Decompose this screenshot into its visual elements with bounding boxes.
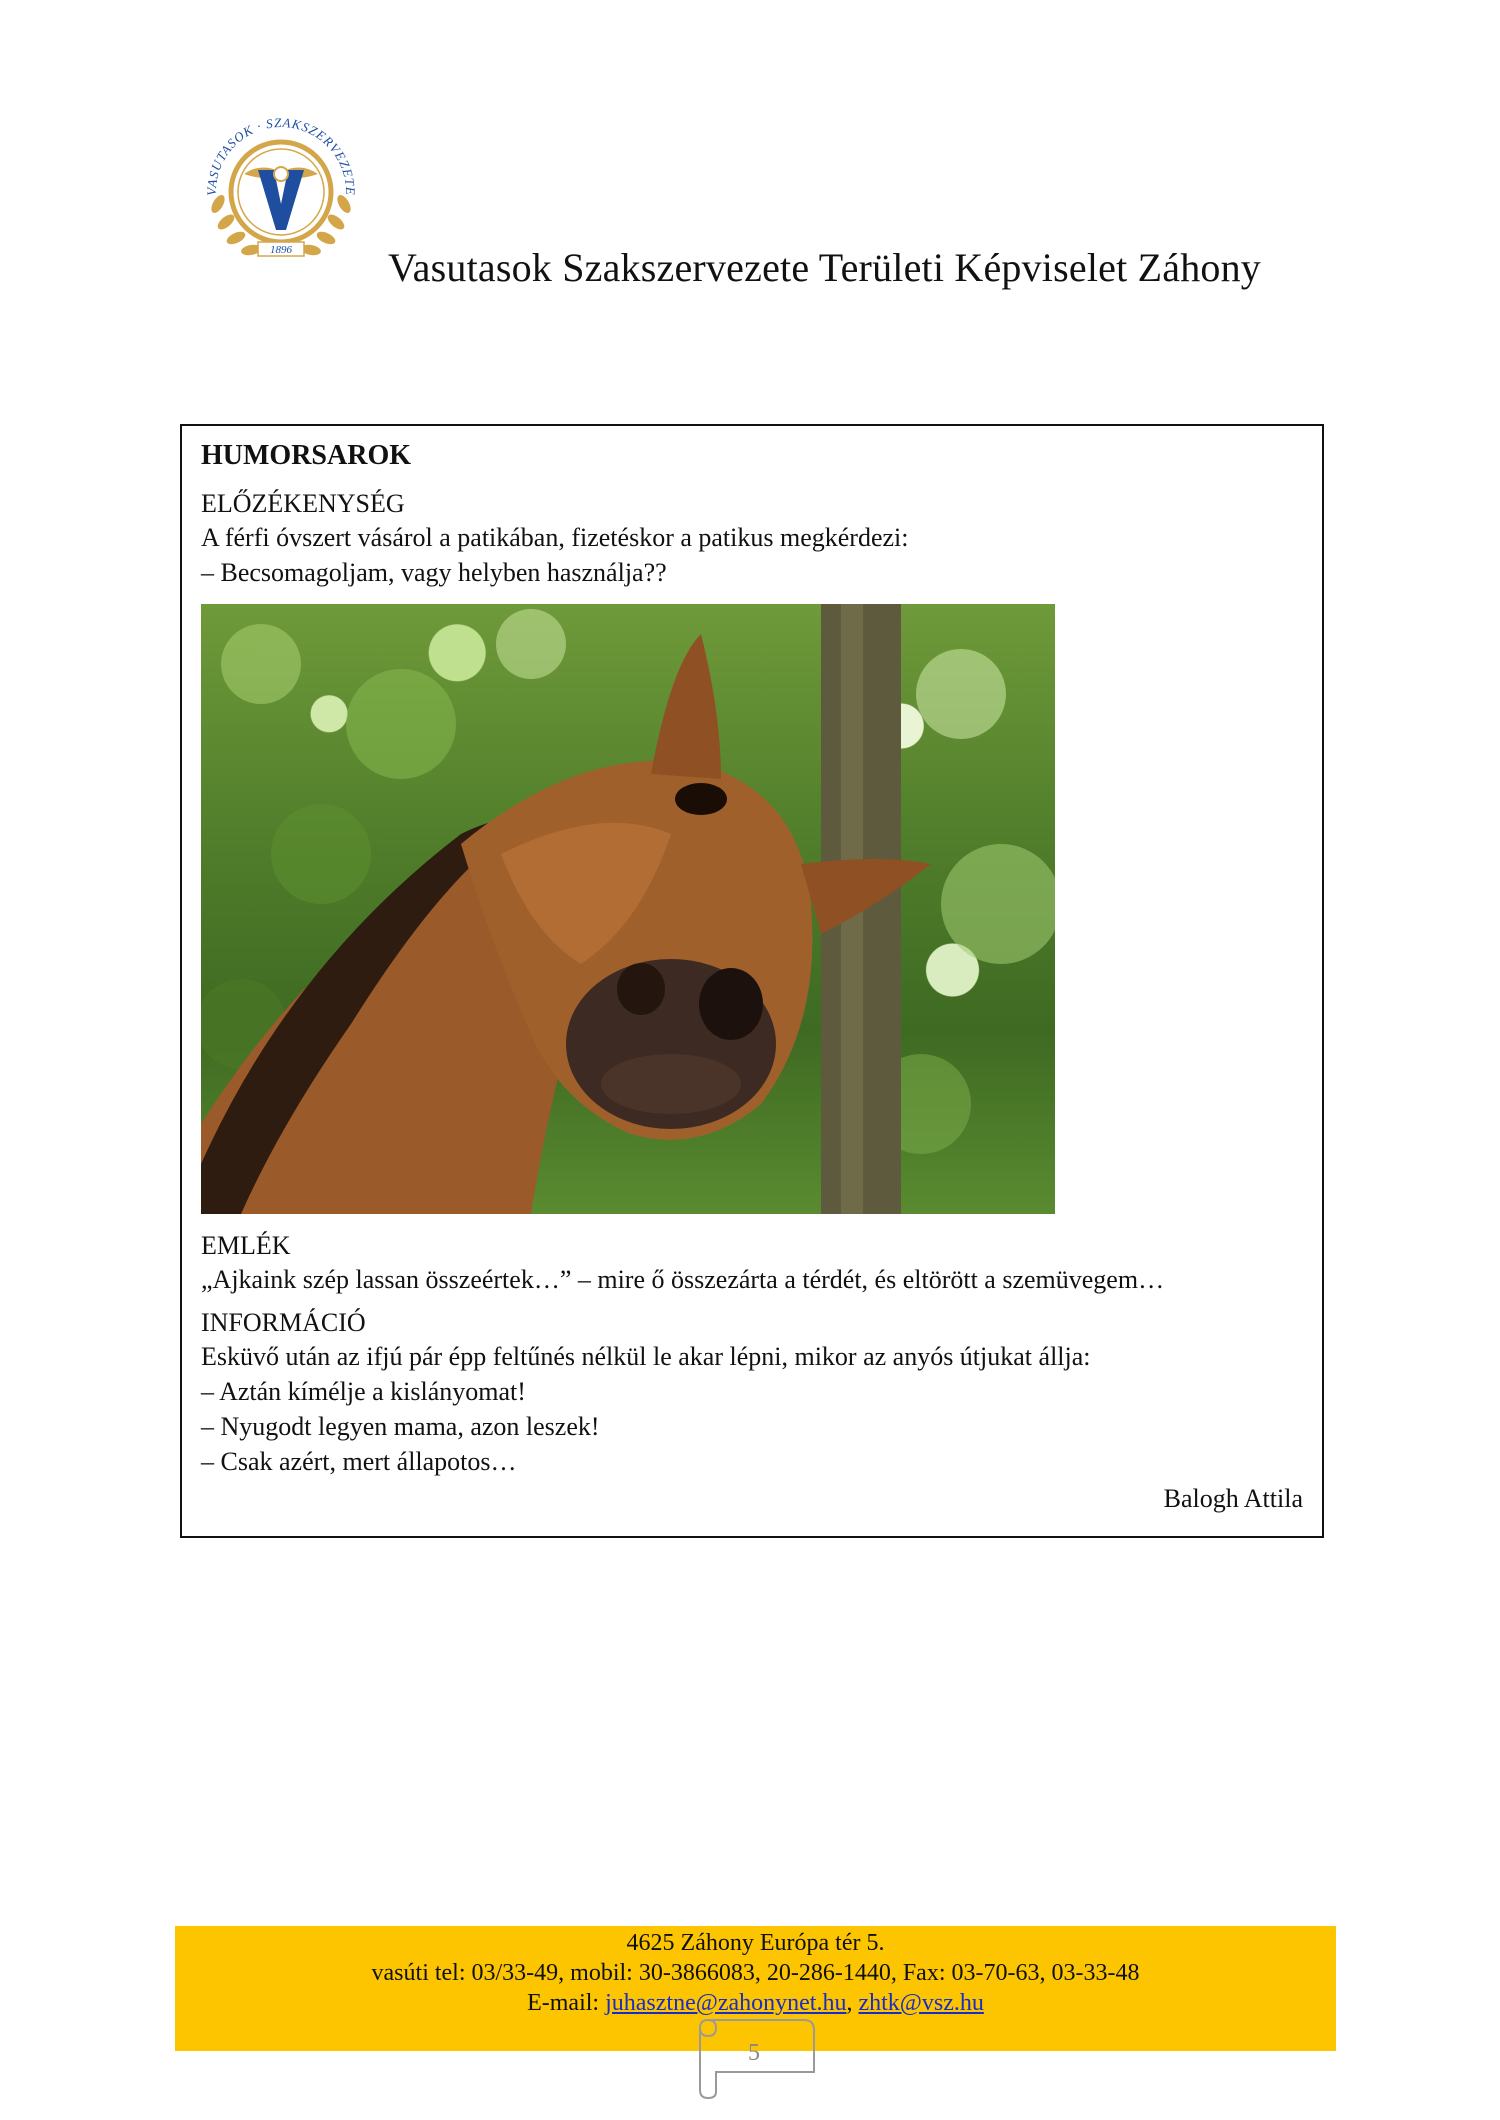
box-title: HUMORSAROK — [201, 440, 411, 471]
text-line: „Ajkaink szép lassan összeértek…” – mire ő összezárta a térdét, és eltörött a szemüvegem… — [201, 1265, 1165, 1294]
union-logo — [186, 92, 376, 282]
text-line: – Csak azért, mert állapotos… — [201, 1447, 517, 1476]
footer-email-label: E-mail: — [527, 1990, 606, 2016]
page-header-title: Vasutasok Szakszervezete Területi Képviselet Záhony — [388, 245, 1262, 290]
footer-phones: vasúti tel: 03/33-49, mobil: 30-3866083, 20-286-1440, Fax: 03-70-63, 03-33-48 — [371, 1960, 1140, 1986]
section-heading-informacio: INFORMÁCIÓ — [201, 1308, 366, 1337]
union-emblem-icon — [186, 92, 376, 282]
page-number-scroll — [686, 2010, 822, 2100]
section-heading-emlek: EMLÉK — [201, 1231, 291, 1260]
footer-address: 4625 Záhony Európa tér 5. — [626, 1930, 885, 1956]
text-line: – Becsomagoljam, vagy helyben használja?? — [201, 558, 667, 587]
email-link-1[interactable]: juhasztne@zahonynet.hu — [605, 1990, 847, 2016]
page-number: 5 — [748, 2040, 760, 2066]
logo-year: 1896 — [270, 244, 292, 256]
text-line: A férfi óvszert vásárol a patikában, fizetéskor a patikus megkérdezi: — [201, 523, 909, 552]
section-heading-elozekenyseg: ELŐZÉKENYSÉG — [201, 489, 405, 518]
text-line: – Aztán kímélje a kislányomat! — [201, 1377, 526, 1406]
author-signature: Balogh Attila — [1163, 1484, 1303, 1513]
logo-arc-text: VASUTASOK · SZAKSZERVEZETE — [203, 114, 359, 196]
humor-box — [180, 424, 1324, 1538]
horse-photo — [201, 604, 1055, 1214]
email-link-2[interactable]: zhtk@vsz.hu — [858, 1990, 984, 2016]
text-line: – Nyugodt legyen mama, azon leszek! — [201, 1412, 600, 1441]
text-line: Esküvő után az ifjú pár épp feltűnés nélkül le akar lépni, mikor az anyós útjukat állja: — [201, 1342, 1091, 1371]
footer-email-separator: , — [846, 1990, 859, 2016]
